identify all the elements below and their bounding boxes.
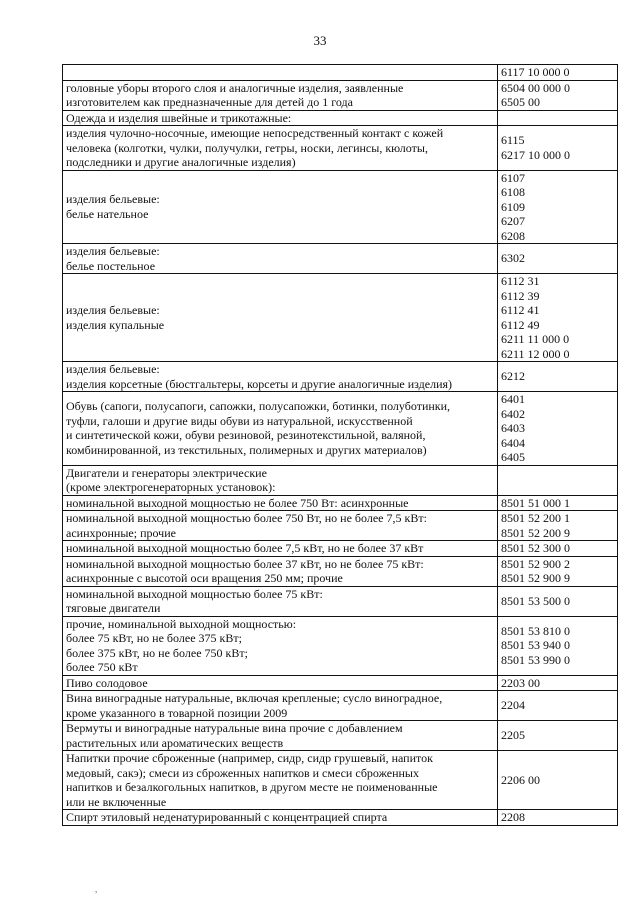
hs-code: 2204: [501, 698, 525, 713]
description-line: номинальной выходной мощностью не более 750 Вт: асинхронные: [66, 495, 409, 510]
description-line: Пиво солодовое: [66, 675, 148, 690]
hs-code: 6208: [501, 228, 525, 243]
table-row: [63, 244, 618, 274]
hs-code: 8501 52 300 0: [501, 541, 570, 555]
hs-code: 6403: [501, 421, 525, 435]
description-cell: [63, 691, 498, 721]
description-cell: [63, 465, 498, 495]
hs-code: 6405: [501, 450, 525, 464]
table-row: [63, 110, 618, 126]
description-line: и синтетической кожи, обуви резиновой, резинотекстильной, валяной,: [66, 428, 426, 443]
code-cell: [498, 244, 618, 274]
hs-code: 6108: [501, 185, 525, 199]
description-line: кроме указанного в товарной позиции 2009: [66, 705, 288, 720]
description-line: напитков и безалкогольных напитков, в другом месте не поименованные: [66, 780, 438, 794]
description-cell: [63, 80, 498, 110]
description-line: прочие, номинальной выходной мощностью:: [66, 616, 297, 631]
description-line: более 375 кВт, но не более 750 кВт;: [66, 645, 248, 660]
hs-code: 6112 31: [501, 274, 540, 288]
hs-code: 2208: [501, 810, 525, 824]
description-line: Одежда и изделия швейные и трикотажные:: [66, 110, 292, 125]
description-line: подследники и другие аналогичные изделия): [66, 155, 296, 169]
description-cell: [63, 616, 498, 675]
description-line: туфли, галоши и другие виды обуви из натуральной, искусственной: [66, 413, 413, 428]
hs-code: 8501 51 000 1: [501, 495, 570, 510]
description-cell: [63, 170, 498, 244]
description-cell: [63, 541, 498, 557]
description-line: изготовителем как предназначенные для детей до 1 года: [66, 95, 353, 109]
hs-code: 6117 10 000 0: [501, 65, 570, 79]
scan-artifact: ,: [95, 884, 98, 894]
description-cell: [63, 126, 498, 171]
hs-code: 6115: [501, 133, 525, 148]
description-line: изделия корсетные (бюстгальтеры, корсеты и другие аналогичные изделия): [66, 376, 453, 391]
code-cell: [498, 80, 618, 110]
hs-code: 6404: [501, 435, 525, 450]
description-line: Обувь (сапоги, полусапоги, сапожки, полусапожки, ботинки, полуботинки,: [66, 399, 451, 414]
description-line: изделия бельевые:: [66, 244, 160, 258]
description-line: Вина виноградные натуральные, включая крепленые; сусло виноградное,: [66, 691, 443, 705]
code-cell: [498, 495, 618, 511]
description-line: изделия чулочно-носочные, имеющие непосредственный контакт с кожей: [66, 126, 444, 140]
table-row: [63, 691, 618, 721]
table-row: [63, 751, 618, 810]
description-cell: [63, 274, 498, 362]
tnved-table: [62, 64, 618, 826]
hs-code: 6112 49: [501, 317, 540, 332]
description-line: асинхронные с высотой оси вращения 250 мм; прочие: [66, 571, 343, 585]
code-cell: [498, 65, 618, 81]
table-row: [63, 556, 618, 586]
code-cell: [498, 170, 618, 244]
hs-code: 8501 52 200 1: [501, 511, 570, 525]
description-cell: [63, 586, 498, 616]
hs-code: 6504 00 000 0: [501, 80, 570, 95]
description-cell: [63, 556, 498, 586]
hs-code: 2203 00: [501, 675, 540, 690]
description-line: номинальной выходной мощностью более 75 кВт:: [66, 586, 323, 601]
hs-code: 8501 52 900 2: [501, 556, 570, 571]
description-cell: [63, 721, 498, 751]
hs-code: 8501 52 200 9: [501, 525, 570, 540]
hs-code: 6207: [501, 214, 525, 228]
description-line: изделия бельевые:: [66, 303, 160, 317]
code-cell: [498, 541, 618, 557]
table-row: [63, 586, 618, 616]
code-cell: [498, 362, 618, 392]
table-row: [63, 170, 618, 244]
description-line: белье нательное: [66, 206, 149, 221]
code-cell: [498, 691, 618, 721]
code-cell: [498, 810, 618, 826]
hs-code: 6402: [501, 406, 525, 421]
code-cell: [498, 721, 618, 751]
description-cell: [63, 511, 498, 541]
hs-code: 6107: [501, 170, 525, 185]
description-line: медовый, сакэ); смеси из сброженных напитков и смеси сброженных: [66, 765, 419, 780]
code-cell: [498, 126, 618, 171]
table-row: [63, 274, 618, 362]
code-cell: [498, 751, 618, 810]
hs-code: 8501 53 990 0: [501, 652, 570, 667]
hs-code: 8501 52 900 9: [501, 571, 570, 585]
description-line: Спирт этиловый неденатурированный с концентрацией спирта: [66, 810, 388, 824]
description-cell: [63, 675, 498, 691]
table-row: [63, 465, 618, 495]
table-row: [63, 511, 618, 541]
description-line: человека (колготки, чулки, получулки, гетры, носки, легинсы, кюлоты,: [66, 140, 428, 155]
description-line: Напитки прочие сброженные (например, сидр, сидр грушевый, напиток: [66, 751, 433, 765]
description-line: комбинированной, из текстильных, полимерных и других материалов): [66, 442, 427, 457]
hs-code: 8501 53 810 0: [501, 623, 570, 638]
description-line: изделия купальные: [66, 317, 165, 332]
description-line: номинальной выходной мощностью более 750 Вт, но не более 7,5 кВт:: [66, 511, 427, 525]
description-cell: [63, 244, 498, 274]
hs-code: 6211 12 000 0: [501, 346, 570, 361]
description-line: тяговые двигатели: [66, 601, 161, 615]
hs-code: 6302: [501, 251, 525, 266]
code-cell: [498, 616, 618, 675]
hs-code: 2206 00: [501, 772, 540, 787]
description-line: или не включенные: [66, 794, 167, 809]
description-line: изделия бельевые:: [66, 192, 160, 207]
page-number: 33: [313, 33, 327, 48]
code-cell: [498, 465, 618, 495]
table-row: [63, 392, 618, 466]
hs-code: 6112 39: [501, 288, 540, 303]
table-row: [63, 495, 618, 511]
hs-code: 2205: [501, 728, 525, 743]
table-row: [63, 126, 618, 171]
code-cell: [498, 556, 618, 586]
description-line: асинхронные; прочие: [66, 525, 176, 540]
hs-code: 6109: [501, 199, 525, 214]
table-body: [63, 65, 618, 826]
description-cell: [63, 362, 498, 392]
code-cell: [498, 392, 618, 466]
table-row: [63, 675, 618, 691]
hs-code: 6505 00: [501, 95, 540, 109]
description-cell: [63, 495, 498, 511]
description-line: (кроме электрогенераторных установок):: [66, 480, 276, 494]
description-line: более 750 кВт: [66, 660, 138, 674]
hs-code: 6112 41: [501, 303, 540, 317]
hs-code: 8501 53 940 0: [501, 638, 570, 653]
description-cell: [63, 810, 498, 826]
table-row: [63, 721, 618, 751]
description-line: изделия бельевые:: [66, 362, 160, 376]
code-cell: [498, 675, 618, 691]
description-line: Двигатели и генераторы электрические: [66, 465, 267, 480]
description-cell: [63, 392, 498, 466]
description-line: белье постельное: [66, 258, 156, 273]
description-line: головные уборы второго слоя и аналогичные изделия, заявленные: [66, 80, 404, 95]
hs-code: 6401: [501, 392, 525, 406]
code-cell: [498, 511, 618, 541]
description-cell: [63, 110, 498, 126]
hs-code: 6211 11 000 0: [501, 332, 570, 346]
table-row: [63, 616, 618, 675]
table-row: [63, 362, 618, 392]
table-row: [63, 541, 618, 557]
hs-code: 6212: [501, 369, 525, 384]
hs-code: 6217 10 000 0: [501, 147, 570, 162]
code-cell: [498, 274, 618, 362]
description-cell: [63, 65, 498, 81]
table-row: [63, 80, 618, 110]
description-line: растительных или ароматических веществ: [66, 735, 284, 750]
description-line: более 75 кВт, но не более 375 кВт;: [66, 631, 242, 645]
description-line: Вермуты и виноградные натуральные вина прочие с добавлением: [66, 721, 403, 735]
table-row: [63, 65, 618, 81]
table-row: [63, 810, 618, 826]
description-line: номинальной выходной мощностью более 37 кВт, но не более 75 кВт:: [66, 556, 424, 571]
description-line: номинальной выходной мощностью более 7,5 кВт, но не более 37 кВт: [66, 541, 424, 555]
hs-code: 8501 53 500 0: [501, 593, 570, 608]
code-cell: [498, 110, 618, 126]
description-cell: [63, 751, 498, 810]
code-cell: [498, 586, 618, 616]
